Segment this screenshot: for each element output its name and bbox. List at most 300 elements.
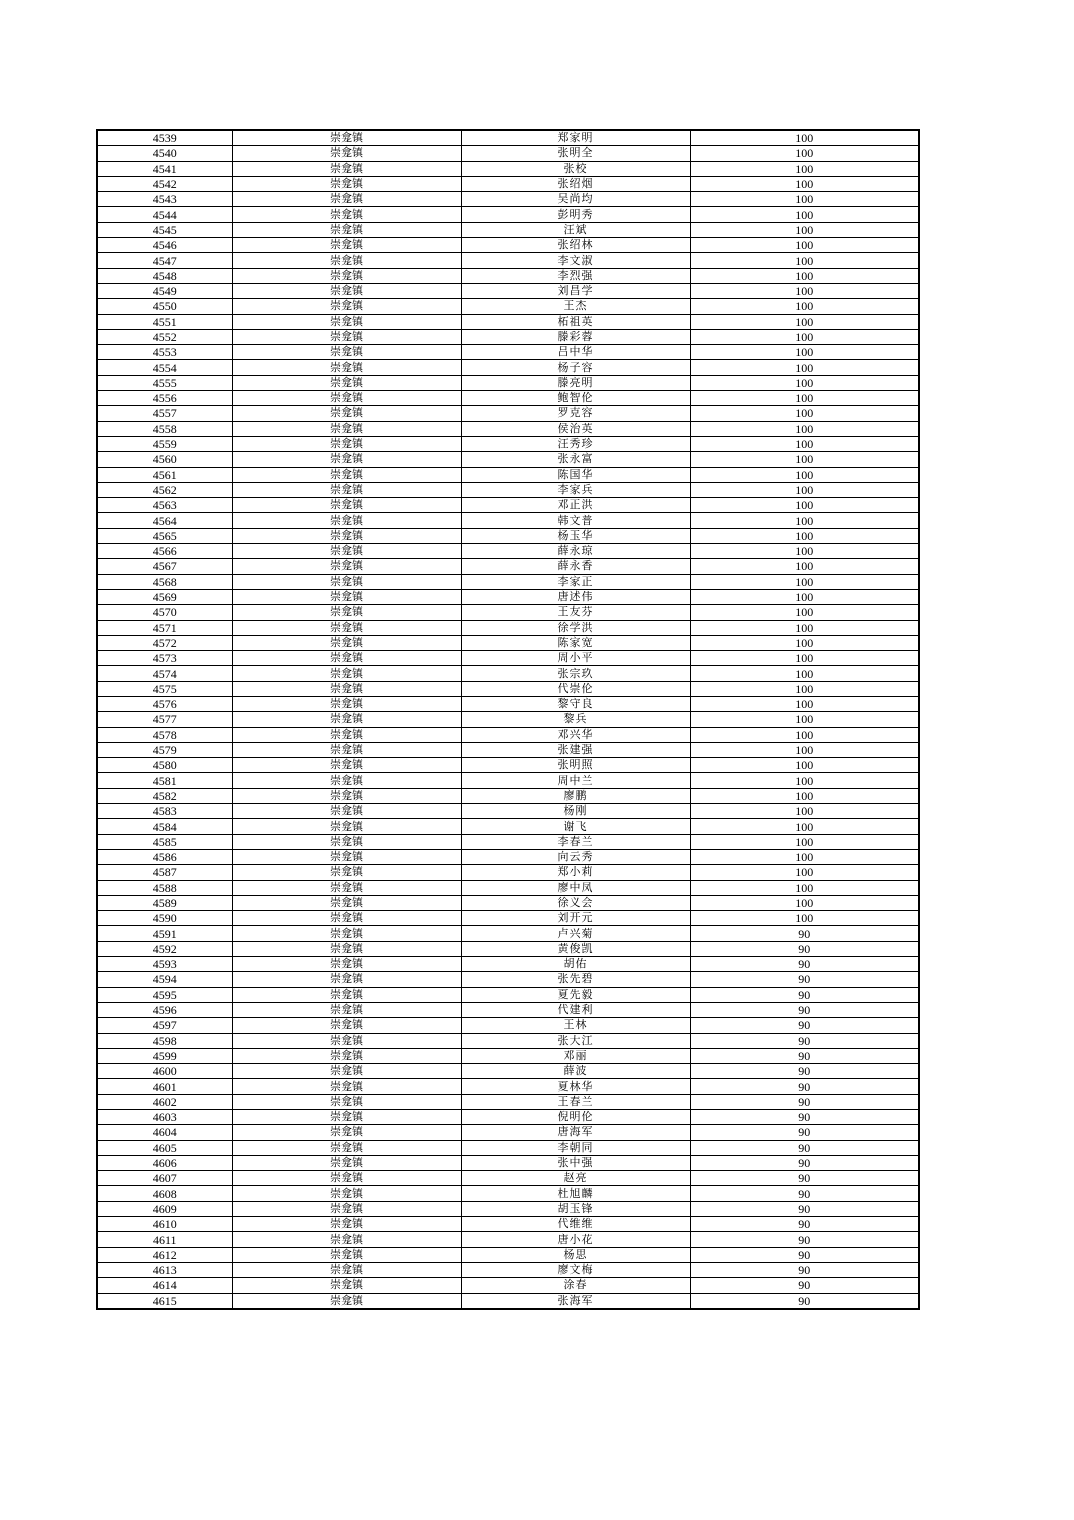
row-number-cell: 4546	[97, 238, 232, 253]
town-cell: 崇龛镇	[232, 773, 461, 788]
amount-cell: 100	[690, 712, 919, 727]
person-name-cell: 廖文梅	[461, 1262, 690, 1277]
amount-cell: 100	[690, 788, 919, 803]
table-row	[97, 911, 919, 926]
amount-cell: 100	[690, 895, 919, 910]
row-number-cell: 4545	[97, 222, 232, 237]
town-cell: 崇龛镇	[232, 467, 461, 482]
person-name-cell: 代崇伦	[461, 681, 690, 696]
table-row	[97, 467, 919, 482]
town-cell: 崇龛镇	[232, 1171, 461, 1186]
row-number-cell: 4568	[97, 574, 232, 589]
town-cell: 崇龛镇	[232, 1217, 461, 1232]
table-row	[97, 589, 919, 604]
amount-cell: 100	[690, 452, 919, 467]
amount-cell: 90	[690, 1217, 919, 1232]
person-name-cell: 代维维	[461, 1217, 690, 1232]
table-row	[97, 635, 919, 650]
row-number-cell: 4541	[97, 161, 232, 176]
row-number-cell: 4553	[97, 345, 232, 360]
town-cell: 崇龛镇	[232, 161, 461, 176]
person-name-cell: 杜旭麟	[461, 1186, 690, 1201]
row-number-cell: 4607	[97, 1171, 232, 1186]
row-number-cell: 4585	[97, 834, 232, 849]
row-number-cell: 4606	[97, 1155, 232, 1170]
table-row	[97, 1094, 919, 1109]
person-name-cell: 张大江	[461, 1033, 690, 1048]
row-number-cell: 4579	[97, 742, 232, 757]
row-number-cell: 4564	[97, 513, 232, 528]
town-cell: 崇龛镇	[232, 574, 461, 589]
person-name-cell: 刘开元	[461, 911, 690, 926]
town-cell: 崇龛镇	[232, 1232, 461, 1247]
town-cell: 崇龛镇	[232, 941, 461, 956]
person-name-cell: 侯治英	[461, 421, 690, 436]
amount-cell: 100	[690, 804, 919, 819]
row-number-cell: 4559	[97, 436, 232, 451]
town-cell: 崇龛镇	[232, 712, 461, 727]
town-cell: 崇龛镇	[232, 957, 461, 972]
town-cell: 崇龛镇	[232, 849, 461, 864]
person-name-cell: 柘祖英	[461, 314, 690, 329]
person-name-cell: 张明全	[461, 146, 690, 161]
table-row	[97, 559, 919, 574]
amount-cell: 100	[690, 146, 919, 161]
person-name-cell: 张宗玖	[461, 666, 690, 681]
person-name-cell: 滕彩蓉	[461, 329, 690, 344]
amount-cell: 90	[690, 1064, 919, 1079]
amount-cell: 100	[690, 467, 919, 482]
amount-cell: 100	[690, 773, 919, 788]
town-cell: 崇龛镇	[232, 1002, 461, 1017]
table-row	[97, 1033, 919, 1048]
table-row	[97, 238, 919, 253]
amount-cell: 100	[690, 482, 919, 497]
amount-cell: 100	[690, 176, 919, 191]
town-cell: 崇龛镇	[232, 253, 461, 268]
row-number-cell: 4597	[97, 1018, 232, 1033]
row-number-cell: 4552	[97, 329, 232, 344]
row-number-cell: 4566	[97, 544, 232, 559]
row-number-cell: 4589	[97, 895, 232, 910]
town-cell: 崇龛镇	[232, 513, 461, 528]
person-name-cell: 吕中华	[461, 345, 690, 360]
town-cell: 崇龛镇	[232, 681, 461, 696]
town-cell: 崇龛镇	[232, 207, 461, 222]
town-cell: 崇龛镇	[232, 804, 461, 819]
row-number-cell: 4563	[97, 498, 232, 513]
person-name-cell: 向云秀	[461, 849, 690, 864]
table-row	[97, 452, 919, 467]
town-cell: 崇龛镇	[232, 360, 461, 375]
town-cell: 崇龛镇	[232, 758, 461, 773]
row-number-cell: 4604	[97, 1125, 232, 1140]
amount-cell: 90	[690, 1140, 919, 1155]
town-cell: 崇龛镇	[232, 222, 461, 237]
town-cell: 崇龛镇	[232, 1064, 461, 1079]
table-row	[97, 1217, 919, 1232]
town-cell: 崇龛镇	[232, 375, 461, 390]
table-row	[97, 1232, 919, 1247]
person-name-cell: 赵亮	[461, 1171, 690, 1186]
town-cell: 崇龛镇	[232, 452, 461, 467]
amount-cell: 100	[690, 192, 919, 207]
row-number-cell: 4576	[97, 696, 232, 711]
town-cell: 崇龛镇	[232, 1201, 461, 1216]
amount-cell: 100	[690, 742, 919, 757]
person-name-cell: 邓正洪	[461, 498, 690, 513]
roster-table-body	[97, 130, 919, 1309]
amount-cell: 100	[690, 238, 919, 253]
row-number-cell: 4590	[97, 911, 232, 926]
person-name-cell: 黎兵	[461, 712, 690, 727]
row-number-cell: 4598	[97, 1033, 232, 1048]
person-name-cell: 夏林华	[461, 1079, 690, 1094]
table-row	[97, 299, 919, 314]
table-row	[97, 696, 919, 711]
amount-cell: 100	[690, 681, 919, 696]
table-row	[97, 834, 919, 849]
town-cell: 崇龛镇	[232, 972, 461, 987]
amount-cell: 100	[690, 207, 919, 222]
table-row	[97, 314, 919, 329]
row-number-cell: 4558	[97, 421, 232, 436]
amount-cell: 90	[690, 987, 919, 1002]
row-number-cell: 4571	[97, 620, 232, 635]
town-cell: 崇龛镇	[232, 727, 461, 742]
amount-cell: 90	[690, 972, 919, 987]
amount-cell: 100	[690, 360, 919, 375]
table-row	[97, 192, 919, 207]
amount-cell: 100	[690, 391, 919, 406]
table-row	[97, 651, 919, 666]
row-number-cell: 4543	[97, 192, 232, 207]
person-name-cell: 张绍林	[461, 238, 690, 253]
person-name-cell: 吴尚均	[461, 192, 690, 207]
amount-cell: 100	[690, 758, 919, 773]
amount-cell: 100	[690, 329, 919, 344]
table-row	[97, 620, 919, 635]
town-cell: 崇龛镇	[232, 1094, 461, 1109]
amount-cell: 90	[690, 1033, 919, 1048]
amount-cell: 100	[690, 865, 919, 880]
town-cell: 崇龛镇	[232, 329, 461, 344]
amount-cell: 100	[690, 651, 919, 666]
table-row	[97, 1125, 919, 1140]
town-cell: 崇龛镇	[232, 1155, 461, 1170]
person-name-cell: 杨思	[461, 1247, 690, 1262]
person-name-cell: 黎守良	[461, 696, 690, 711]
person-name-cell: 胡玉锋	[461, 1201, 690, 1216]
town-cell: 崇龛镇	[232, 1186, 461, 1201]
person-name-cell: 廖鹏	[461, 788, 690, 803]
town-cell: 崇龛镇	[232, 788, 461, 803]
town-cell: 崇龛镇	[232, 314, 461, 329]
town-cell: 崇龛镇	[232, 895, 461, 910]
person-name-cell: 滕亮明	[461, 375, 690, 390]
amount-cell: 90	[690, 1018, 919, 1033]
table-row	[97, 1247, 919, 1262]
person-name-cell: 杨玉华	[461, 528, 690, 543]
town-cell: 崇龛镇	[232, 742, 461, 757]
amount-cell: 100	[690, 559, 919, 574]
amount-cell: 100	[690, 727, 919, 742]
town-cell: 崇龛镇	[232, 1048, 461, 1063]
town-cell: 崇龛镇	[232, 696, 461, 711]
amount-cell: 100	[690, 375, 919, 390]
amount-cell: 100	[690, 130, 919, 146]
table-row	[97, 1018, 919, 1033]
row-number-cell: 4565	[97, 528, 232, 543]
town-cell: 崇龛镇	[232, 299, 461, 314]
town-cell: 崇龛镇	[232, 176, 461, 191]
table-row	[97, 283, 919, 298]
amount-cell: 100	[690, 161, 919, 176]
amount-cell: 90	[690, 1048, 919, 1063]
person-name-cell: 张校	[461, 161, 690, 176]
row-number-cell: 4584	[97, 819, 232, 834]
amount-cell: 100	[690, 406, 919, 421]
table-row	[97, 513, 919, 528]
table-row	[97, 1186, 919, 1201]
row-number-cell: 4587	[97, 865, 232, 880]
town-cell: 崇龛镇	[232, 1079, 461, 1094]
row-number-cell: 4609	[97, 1201, 232, 1216]
row-number-cell: 4599	[97, 1048, 232, 1063]
amount-cell: 90	[690, 926, 919, 941]
table-row	[97, 773, 919, 788]
amount-cell: 100	[690, 849, 919, 864]
town-cell: 崇龛镇	[232, 1018, 461, 1033]
row-number-cell: 4602	[97, 1094, 232, 1109]
person-name-cell: 王春兰	[461, 1094, 690, 1109]
town-cell: 崇龛镇	[232, 1278, 461, 1293]
amount-cell: 90	[690, 1002, 919, 1017]
table-row	[97, 1048, 919, 1063]
town-cell: 崇龛镇	[232, 1140, 461, 1155]
town-cell: 崇龛镇	[232, 406, 461, 421]
table-row	[97, 268, 919, 283]
row-number-cell: 4570	[97, 605, 232, 620]
amount-cell: 90	[690, 957, 919, 972]
row-number-cell: 4594	[97, 972, 232, 987]
table-row	[97, 1155, 919, 1170]
row-number-cell: 4615	[97, 1293, 232, 1309]
table-row	[97, 926, 919, 941]
town-cell: 崇龛镇	[232, 528, 461, 543]
person-name-cell: 杨子容	[461, 360, 690, 375]
row-number-cell: 4613	[97, 1262, 232, 1277]
person-name-cell: 张先碧	[461, 972, 690, 987]
row-number-cell: 4612	[97, 1247, 232, 1262]
amount-cell: 90	[690, 1079, 919, 1094]
roster-sheet	[96, 129, 920, 1310]
table-row	[97, 130, 919, 146]
amount-cell: 100	[690, 666, 919, 681]
table-row	[97, 1110, 919, 1125]
table-row	[97, 1278, 919, 1293]
amount-cell: 100	[690, 345, 919, 360]
person-name-cell: 唐小花	[461, 1232, 690, 1247]
person-name-cell: 刘昌学	[461, 283, 690, 298]
town-cell: 崇龛镇	[232, 1293, 461, 1309]
amount-cell: 100	[690, 498, 919, 513]
roster-table	[96, 129, 920, 1310]
person-name-cell: 鲍智伦	[461, 391, 690, 406]
row-number-cell: 4595	[97, 987, 232, 1002]
person-name-cell: 徐义会	[461, 895, 690, 910]
person-name-cell: 薛波	[461, 1064, 690, 1079]
person-name-cell: 邓兴华	[461, 727, 690, 742]
table-row	[97, 176, 919, 191]
row-number-cell: 4614	[97, 1278, 232, 1293]
amount-cell: 100	[690, 589, 919, 604]
person-name-cell: 胡佑	[461, 957, 690, 972]
town-cell: 崇龛镇	[232, 589, 461, 604]
row-number-cell: 4581	[97, 773, 232, 788]
town-cell: 崇龛镇	[232, 146, 461, 161]
table-row	[97, 329, 919, 344]
person-name-cell: 罗克容	[461, 406, 690, 421]
town-cell: 崇龛镇	[232, 544, 461, 559]
table-row	[97, 421, 919, 436]
amount-cell: 100	[690, 605, 919, 620]
amount-cell: 100	[690, 421, 919, 436]
town-cell: 崇龛镇	[232, 1033, 461, 1048]
person-name-cell: 张永富	[461, 452, 690, 467]
person-name-cell: 唐海军	[461, 1125, 690, 1140]
person-name-cell: 陈国华	[461, 467, 690, 482]
person-name-cell: 周小平	[461, 651, 690, 666]
row-number-cell: 4556	[97, 391, 232, 406]
table-row	[97, 253, 919, 268]
table-row	[97, 712, 919, 727]
table-row	[97, 681, 919, 696]
person-name-cell: 邓丽	[461, 1048, 690, 1063]
row-number-cell: 4540	[97, 146, 232, 161]
town-cell: 崇龛镇	[232, 865, 461, 880]
table-row	[97, 436, 919, 451]
table-row	[97, 574, 919, 589]
amount-cell: 90	[690, 1247, 919, 1262]
person-name-cell: 代建利	[461, 1002, 690, 1017]
amount-cell: 100	[690, 299, 919, 314]
row-number-cell: 4573	[97, 651, 232, 666]
table-row	[97, 819, 919, 834]
town-cell: 崇龛镇	[232, 880, 461, 895]
person-name-cell: 汪斌	[461, 222, 690, 237]
table-row	[97, 972, 919, 987]
amount-cell: 100	[690, 880, 919, 895]
row-number-cell: 4554	[97, 360, 232, 375]
row-number-cell: 4560	[97, 452, 232, 467]
town-cell: 崇龛镇	[232, 345, 461, 360]
amount-cell: 90	[690, 1186, 919, 1201]
person-name-cell: 王林	[461, 1018, 690, 1033]
person-name-cell: 张海军	[461, 1293, 690, 1309]
table-row	[97, 161, 919, 176]
row-number-cell: 4555	[97, 375, 232, 390]
table-row	[97, 1171, 919, 1186]
person-name-cell: 倪明伦	[461, 1110, 690, 1125]
table-row	[97, 1002, 919, 1017]
town-cell: 崇龛镇	[232, 1110, 461, 1125]
amount-cell: 100	[690, 544, 919, 559]
town-cell: 崇龛镇	[232, 911, 461, 926]
amount-cell: 100	[690, 268, 919, 283]
amount-cell: 100	[690, 314, 919, 329]
amount-cell: 100	[690, 819, 919, 834]
table-row	[97, 360, 919, 375]
row-number-cell: 4583	[97, 804, 232, 819]
person-name-cell: 李烈强	[461, 268, 690, 283]
person-name-cell: 王友芬	[461, 605, 690, 620]
table-row	[97, 758, 919, 773]
table-row	[97, 1140, 919, 1155]
person-name-cell: 徐学洪	[461, 620, 690, 635]
person-name-cell: 张中强	[461, 1155, 690, 1170]
table-row	[97, 544, 919, 559]
town-cell: 崇龛镇	[232, 1247, 461, 1262]
person-name-cell: 王杰	[461, 299, 690, 314]
row-number-cell: 4539	[97, 130, 232, 146]
town-cell: 崇龛镇	[232, 1125, 461, 1140]
table-row	[97, 880, 919, 895]
amount-cell: 100	[690, 528, 919, 543]
amount-cell: 100	[690, 696, 919, 711]
town-cell: 崇龛镇	[232, 819, 461, 834]
amount-cell: 90	[690, 1278, 919, 1293]
table-row	[97, 146, 919, 161]
person-name-cell: 张明照	[461, 758, 690, 773]
row-number-cell: 4578	[97, 727, 232, 742]
table-row	[97, 895, 919, 910]
amount-cell: 100	[690, 620, 919, 635]
town-cell: 崇龛镇	[232, 926, 461, 941]
table-row	[97, 987, 919, 1002]
amount-cell: 90	[690, 1262, 919, 1277]
person-name-cell: 唐述伟	[461, 589, 690, 604]
amount-cell: 90	[690, 941, 919, 956]
table-row	[97, 207, 919, 222]
amount-cell: 100	[690, 436, 919, 451]
amount-cell: 100	[690, 635, 919, 650]
table-row	[97, 1064, 919, 1079]
table-row	[97, 391, 919, 406]
person-name-cell: 谢飞	[461, 819, 690, 834]
person-name-cell: 夏先毅	[461, 987, 690, 1002]
row-number-cell: 4586	[97, 849, 232, 864]
row-number-cell: 4608	[97, 1186, 232, 1201]
row-number-cell: 4591	[97, 926, 232, 941]
table-row	[97, 742, 919, 757]
town-cell: 崇龛镇	[232, 651, 461, 666]
town-cell: 崇龛镇	[232, 834, 461, 849]
row-number-cell: 4592	[97, 941, 232, 956]
row-number-cell: 4582	[97, 788, 232, 803]
town-cell: 崇龛镇	[232, 666, 461, 681]
town-cell: 崇龛镇	[232, 559, 461, 574]
person-name-cell: 韩文普	[461, 513, 690, 528]
town-cell: 崇龛镇	[232, 268, 461, 283]
table-row	[97, 528, 919, 543]
person-name-cell: 黄俊凯	[461, 941, 690, 956]
row-number-cell: 4548	[97, 268, 232, 283]
row-number-cell: 4593	[97, 957, 232, 972]
row-number-cell: 4596	[97, 1002, 232, 1017]
amount-cell: 100	[690, 222, 919, 237]
town-cell: 崇龛镇	[232, 498, 461, 513]
